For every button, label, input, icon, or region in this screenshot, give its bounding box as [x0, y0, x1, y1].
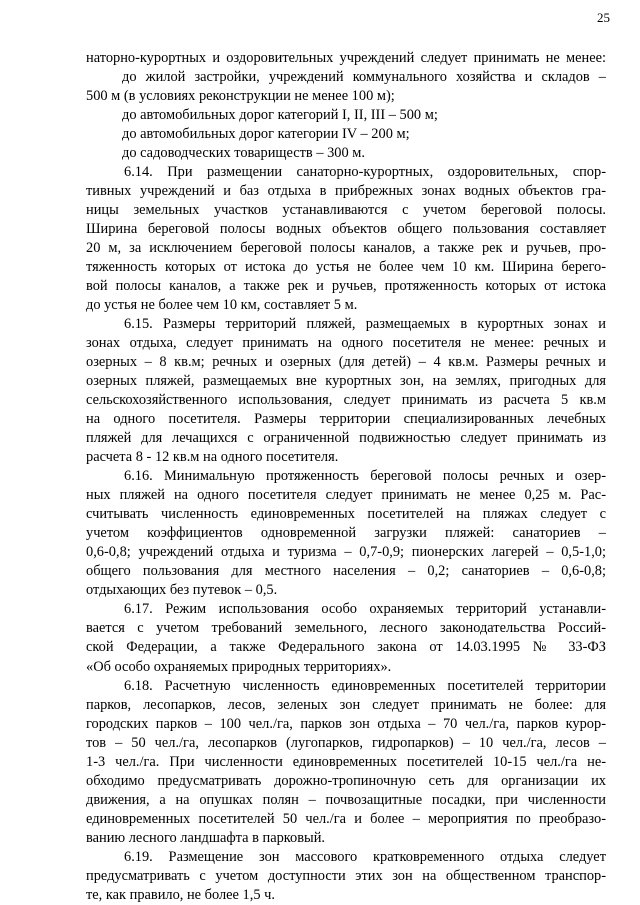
text-line: обходимо предусматривать дорожно-тропиночную сеть для организации их: [86, 772, 606, 789]
text-line: 20 м, за исключением береговой полосы каналов, а также рек и ручьев, про-: [86, 240, 606, 257]
text-line: парков, лесопарков, лесов, зеленых зон следует принимать не более: для: [86, 696, 606, 713]
text-line: те, как правило, не более 1,5 ч.: [86, 886, 275, 903]
text-line: ных пляжей на одного посетителя следует принимать не менее 0,25 м. Рас-: [86, 487, 606, 504]
text-line: общего пользования для местного населения – 0,2; санаториев – 0,6-0,8;: [86, 563, 606, 580]
text-line: до садоводческих товариществ – 300 м.: [122, 145, 365, 162]
text-line: до автомобильных дорог категорий I, II, III – 500 м;: [122, 107, 438, 124]
text-line: 6.18. Расчетную численность единовременных посетителей территории: [124, 677, 606, 694]
text-line: озерных – 8 кв.м; речных и озерных (для детей) – 4 кв.м. Размеры речных и: [86, 354, 606, 371]
text-line: Ширина береговой полосы водных объектов общего пользования составляет: [86, 221, 606, 238]
body-text: [86, 49, 606, 905]
text-line: ванию лесного ландшафта в парковый.: [86, 829, 326, 846]
text-line: городских парков – 100 чел./га, парков зон отдыха – 70 чел./га, парков курор-: [86, 715, 606, 732]
text-line: 6.15. Размеры территорий пляжей, размещаемых в курортных зонах и: [124, 316, 606, 333]
text-line: ницы земельных участков устанавливаются с учетом береговой полосы.: [86, 202, 606, 219]
text-line: тов – 50 чел./га, лесопарков (лугопарков, гидропарков) – 10 чел./га, лесов –: [86, 734, 606, 751]
text-line: 6.14. При размещении санаторно-курортных, оздоровительных, спор-: [124, 164, 606, 181]
text-line: 1-3 чел./га. При численности единовременных посетителей 10-15 чел./га не-: [86, 753, 606, 770]
text-line: тивных учреждений и баз отдыха в прибрежных зонах водных объектов гра-: [86, 183, 606, 200]
text-line: вой полосы каналов, а также рек и ручьев, протяженность которых от истока: [86, 278, 606, 295]
text-line: «Об особо охраняемых природных территориях».: [86, 658, 392, 675]
text-line: озерных пляжей, размещаемых вне курортных зон, на землях, пригодных для: [86, 373, 606, 390]
text-line: до жилой застройки, учреждений коммунального хозяйства и складов –: [122, 69, 606, 86]
text-line: 0,6-0,8; учреждений отдыха и туризма – 0,7-0,9; пионерских лагерей – 0,5-1,0;: [86, 544, 606, 561]
text-line: 6.19. Размещение зон массового кратковременного отдыха следует: [124, 848, 606, 865]
text-line: до автомобильных дорог категории IV – 200 м;: [122, 126, 410, 143]
text-line: зонах отдыха, следует принимать на одного посетителя не менее: речных и: [86, 335, 606, 352]
text-line: движения, а на опушках полян – почвозащитные посадки, при численности: [86, 791, 606, 808]
text-line: вается с учетом требований земельного, лесного законодательства Россий-: [86, 620, 606, 637]
text-line: расчета 8 - 12 кв.м на одного посетителя.: [86, 449, 339, 466]
text-line: предусматривать с учетом доступности этих зон на общественном транспор-: [86, 867, 606, 884]
text-line: 6.17. Режим использования особо охраняемых территорий устанавли-: [124, 601, 606, 618]
page-number: 25: [597, 10, 610, 25]
text-line: единовременных посетителей 50 чел./га и более – мероприятия по преобразо-: [86, 810, 606, 827]
text-line: на одного посетителя. Размеры территории специализированных лечебных: [86, 411, 606, 428]
text-line: 500 м (в условиях реконструкции не менее 100 м);: [86, 88, 395, 105]
text-line: до устья не более чем 10 км, составляет 5 м.: [86, 297, 358, 314]
text-line: сельскохозяйственного использования, следует принимать из расчета 5 кв.м: [86, 392, 606, 409]
text-line: считывать численность единовременных посетителей на пляжах следует с: [86, 506, 606, 523]
text-line: тяженность которых от истока до устья не более чем 10 км. Ширина берего-: [86, 259, 606, 276]
text-line: пляжей для лечащихся с ограниченной подвижностью следует принимать из: [86, 430, 606, 447]
text-line: наторно-курортных и оздоровительных учреждений следует принимать не менее:: [86, 50, 606, 66]
text-line: учетом коэффициентов одновременной загрузки пляжей: санаториев –: [86, 525, 606, 542]
text-line: ской Федерации, а также Федерального закона от 14.03.1995 № 33-ФЗ: [86, 639, 606, 656]
text-line: отдыхающих без путевок – 0,5.: [86, 582, 278, 599]
text-line: 6.16. Минимальную протяженность береговой полосы речных и озер-: [124, 468, 606, 485]
